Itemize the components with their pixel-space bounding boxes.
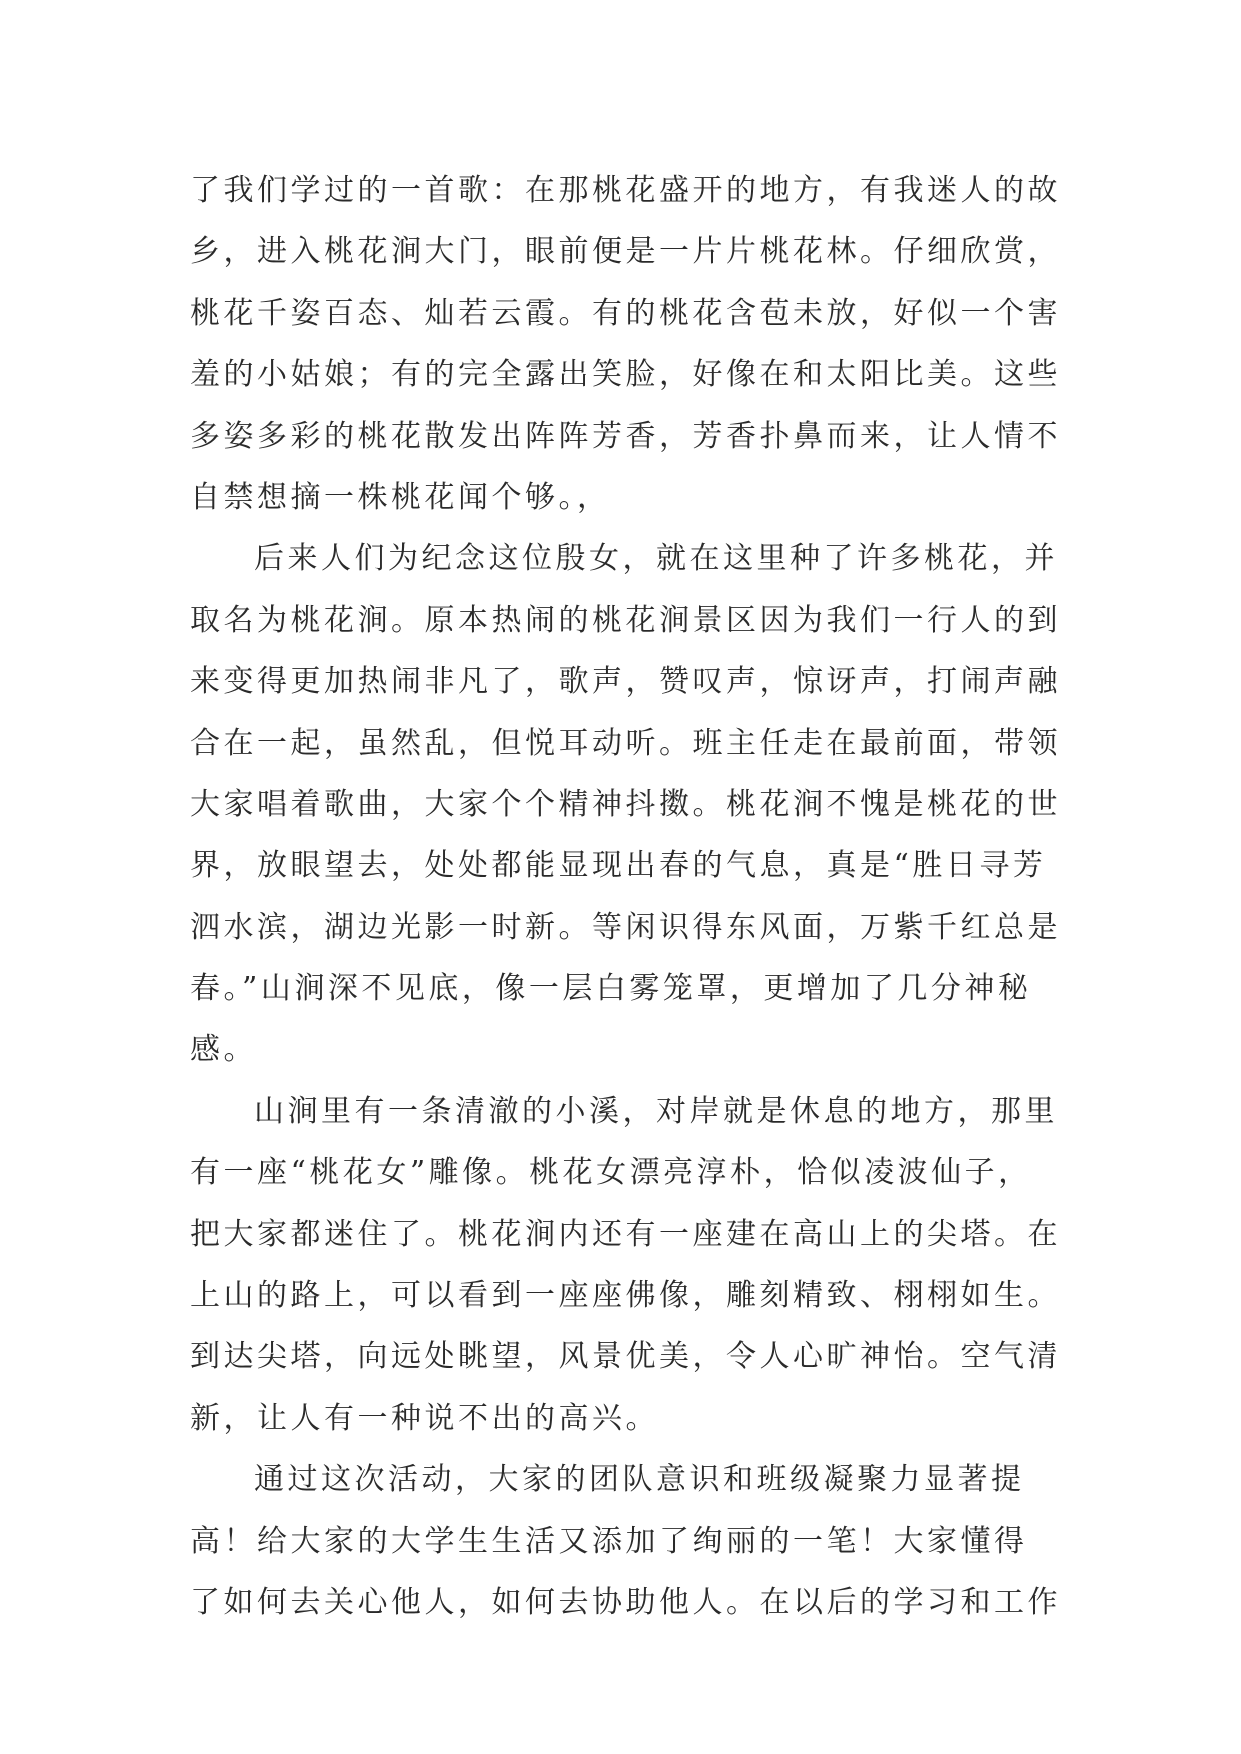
text-line: 多姿多彩的桃花散发出阵阵芳香，芳香扑鼻而来，让人情不 [190, 418, 1061, 454]
text-line: 有一座“桃花女”雕像。桃花女漂亮淳朴，恰似凌波仙子， [190, 1155, 1032, 1191]
text-line: 把大家都迷住了。桃花涧内还有一座建在高山上的尖塔。在 [190, 1216, 1061, 1252]
text-line: 取名为桃花涧。原本热闹的桃花涧景区因为我们一行人的到 [190, 602, 1061, 638]
text-line: 乡，进入桃花涧大门，眼前便是一片片桃花林。仔细欣赏， [190, 234, 1061, 270]
text-line: 来变得更加热闹非凡了，歌声，赞叹声，惊讶声，打闹声融 [190, 664, 1061, 700]
text-line: 春。”山涧深不见底，像一层白雾笼罩，更增加了几分神秘 [190, 971, 1032, 1007]
text-line: 界，放眼望去，处处都能显现出春的气息，真是“胜日寻芳 [190, 848, 1047, 884]
paragraph-start-line: 通过这次活动，大家的团队意识和班级凝聚力显著提 [254, 1462, 1025, 1498]
text-line: 自禁想摘一株桃花闻个够。， [190, 479, 611, 515]
text-line: 了如何去关心他人，如何去协助他人。在以后的学习和工作 [190, 1584, 1061, 1620]
document-body [190, 160, 1090, 1633]
text-line: 了我们学过的一首歌：在那桃花盛开的地方，有我迷人的故 [190, 173, 1061, 208]
text-line: 合在一起，虽然乱，但悦耳动听。班主任走在最前面，带领 [190, 725, 1061, 761]
text-line: 上山的路上，可以看到一座座佛像，雕刻精致、栩栩如生。 [190, 1278, 1061, 1314]
text-line: 感。 [190, 1032, 257, 1068]
paragraph-start-line: 后来人们为纪念这位殷女，就在这里种了许多桃花，并 [254, 541, 1058, 577]
text-line: 羞的小姑娘；有的完全露出笑脸，好像在和太阳比美。这些 [190, 357, 1061, 393]
text-line: 到达尖塔，向远处眺望，风景优美，令人心旷神怡。空气清 [190, 1339, 1061, 1375]
text-line: 大家唱着歌曲，大家个个精神抖擞。桃花涧不愧是桃花的世 [190, 786, 1061, 822]
paragraph-start-line: 山涧里有一条清澈的小溪，对岸就是休息的地方，那里 [254, 1093, 1058, 1129]
text-line: 新，让人有一种说不出的高兴。 [190, 1400, 659, 1436]
text-line: 高！给大家的大学生生活又添加了绚丽的一笔！大家懂得 [190, 1523, 1028, 1559]
text-line: 桃花千姿百态、灿若云霞。有的桃花含苞未放，好似一个害 [190, 295, 1061, 331]
text-line: 泗水滨，湖边光影一时新。等闲识得东风面，万紫千红总是 [190, 909, 1061, 945]
